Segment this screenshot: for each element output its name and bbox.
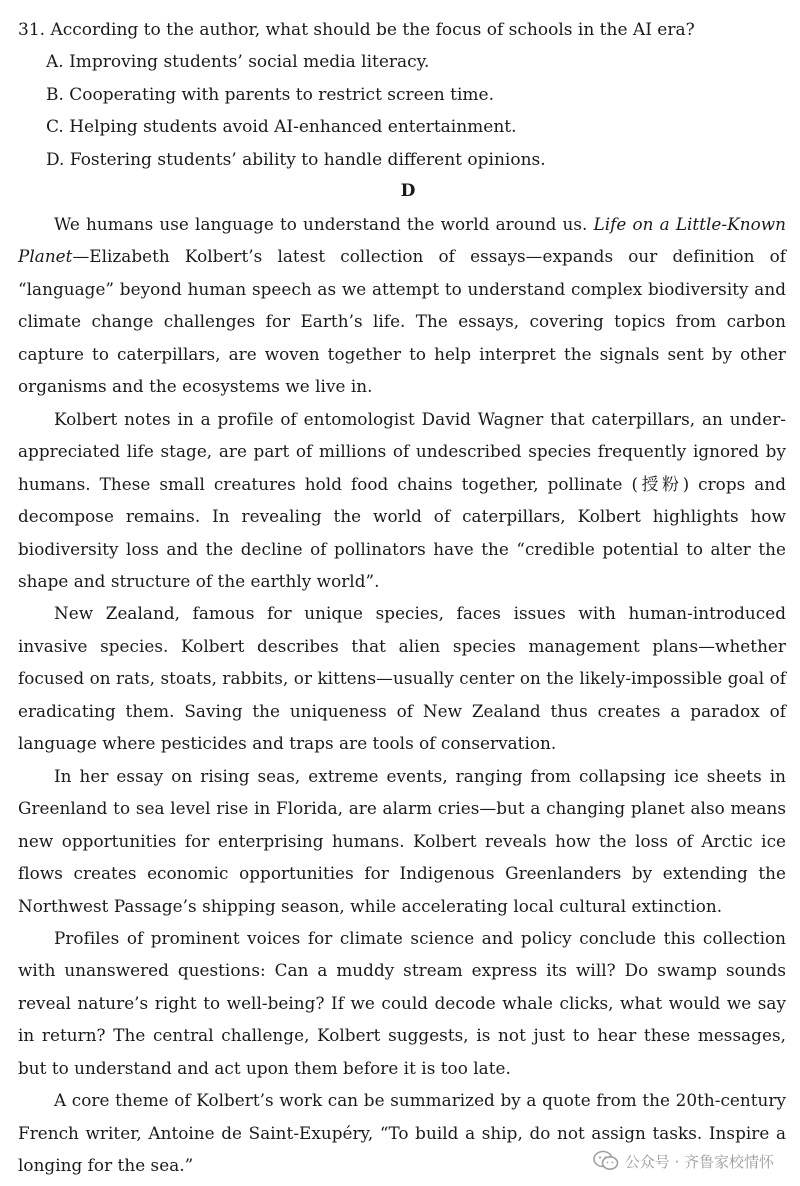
book-title: Life on a Little-Known Planet: [18, 214, 786, 267]
passage: [18, 208, 786, 1182]
question-stem: 31. According to the author, what should be the focus of schools in the AI era?: [18, 20, 695, 40]
paragraph-3: New Zealand, famous for unique species, faces issues with human-introduced invasive species. Kolbert describes that alien species management plans—whether focused on rats, stoats, rabbits, or kittens—usually center on the likely-impossible goal of eradicating them. Saving the uniqueness of New Zealand thus creates a paradox of language where pesticides and traps are tools of conservation.: [18, 603, 786, 754]
wechat-icon: [593, 1150, 619, 1172]
paragraph-2: Kolbert notes in a profile of entomologist David Wagner that caterpillars, an under-appreciated life stage, are part of millions of undescribed species frequently ignored by humans. These small creatures hold food chains together, pollinate (授粉) crops and decompose remains. In revealing the world of caterpillars, Kolbert highlights how biodiversity loss and the decline of pollinators have the “credible potential to alter the shape and structure of the earthly world”.: [18, 408, 786, 591]
option-a: A. Improving students’ social media literacy.: [46, 52, 430, 72]
paragraph-4: In her essay on rising seas, extreme events, ranging from collapsing ice sheets in Greenland to sea level rise in Florida, are alarm cries—but a changing planet also means new opportunities for enterprising humans. Kolbert reveals how the loss of Arctic ice flows creates economic opportunities for Indigenous Greenlanders by extending the Northwest Passage’s shipping season, while accelerating local cultural extinction.: [18, 765, 786, 916]
paragraph-5: Profiles of prominent voices for climate science and policy conclude this collection with unanswered questions: Can a muddy stream express its will? Do swamp sounds reveal nature’s right to well-being? If we could decode whale clicks, what would we say in return? The central challenge, Kolbert suggests, is not just to hear these messages, but to understand and act upon them before it is too late.: [18, 927, 786, 1078]
option-b: B. Cooperating with parents to restrict screen time.: [46, 84, 495, 105]
paragraph-6: A core theme of Kolbert’s work can be summarized by a quote from the 20th-century French writer, Antoine de Saint-Exupéry, “To build a ship, do not assign tasks. Inspire a longing for the sea.”: [18, 1090, 786, 1176]
option-c: C. Helping students avoid AI-enhanced entertainment.: [46, 117, 517, 137]
paragraph-1-body: —Elizabeth Kolbert’s latest collection of essays—expands our definition of “language” beyond human speech as we attempt to understand complex biodiversity and climate change challenges for Earth’s life. The essays, covering topics from carbon capture to caterpillars, are woven together to help interpret the signals sent by other organisms and the ecosystems we live in.: [18, 246, 786, 397]
answer-options: [18, 46, 786, 176]
option-d: D. Fostering students’ ability to handle different opinions.: [46, 149, 546, 170]
watermark-text: 公众号 · 齐鲁家校情怀: [624, 1152, 774, 1171]
paragraph-1: [18, 208, 786, 403]
section-heading: D: [400, 181, 416, 201]
watermark: [591, 1150, 776, 1172]
paragraph-1-intro: We humans use language to understand the world around us.: [54, 214, 594, 234]
